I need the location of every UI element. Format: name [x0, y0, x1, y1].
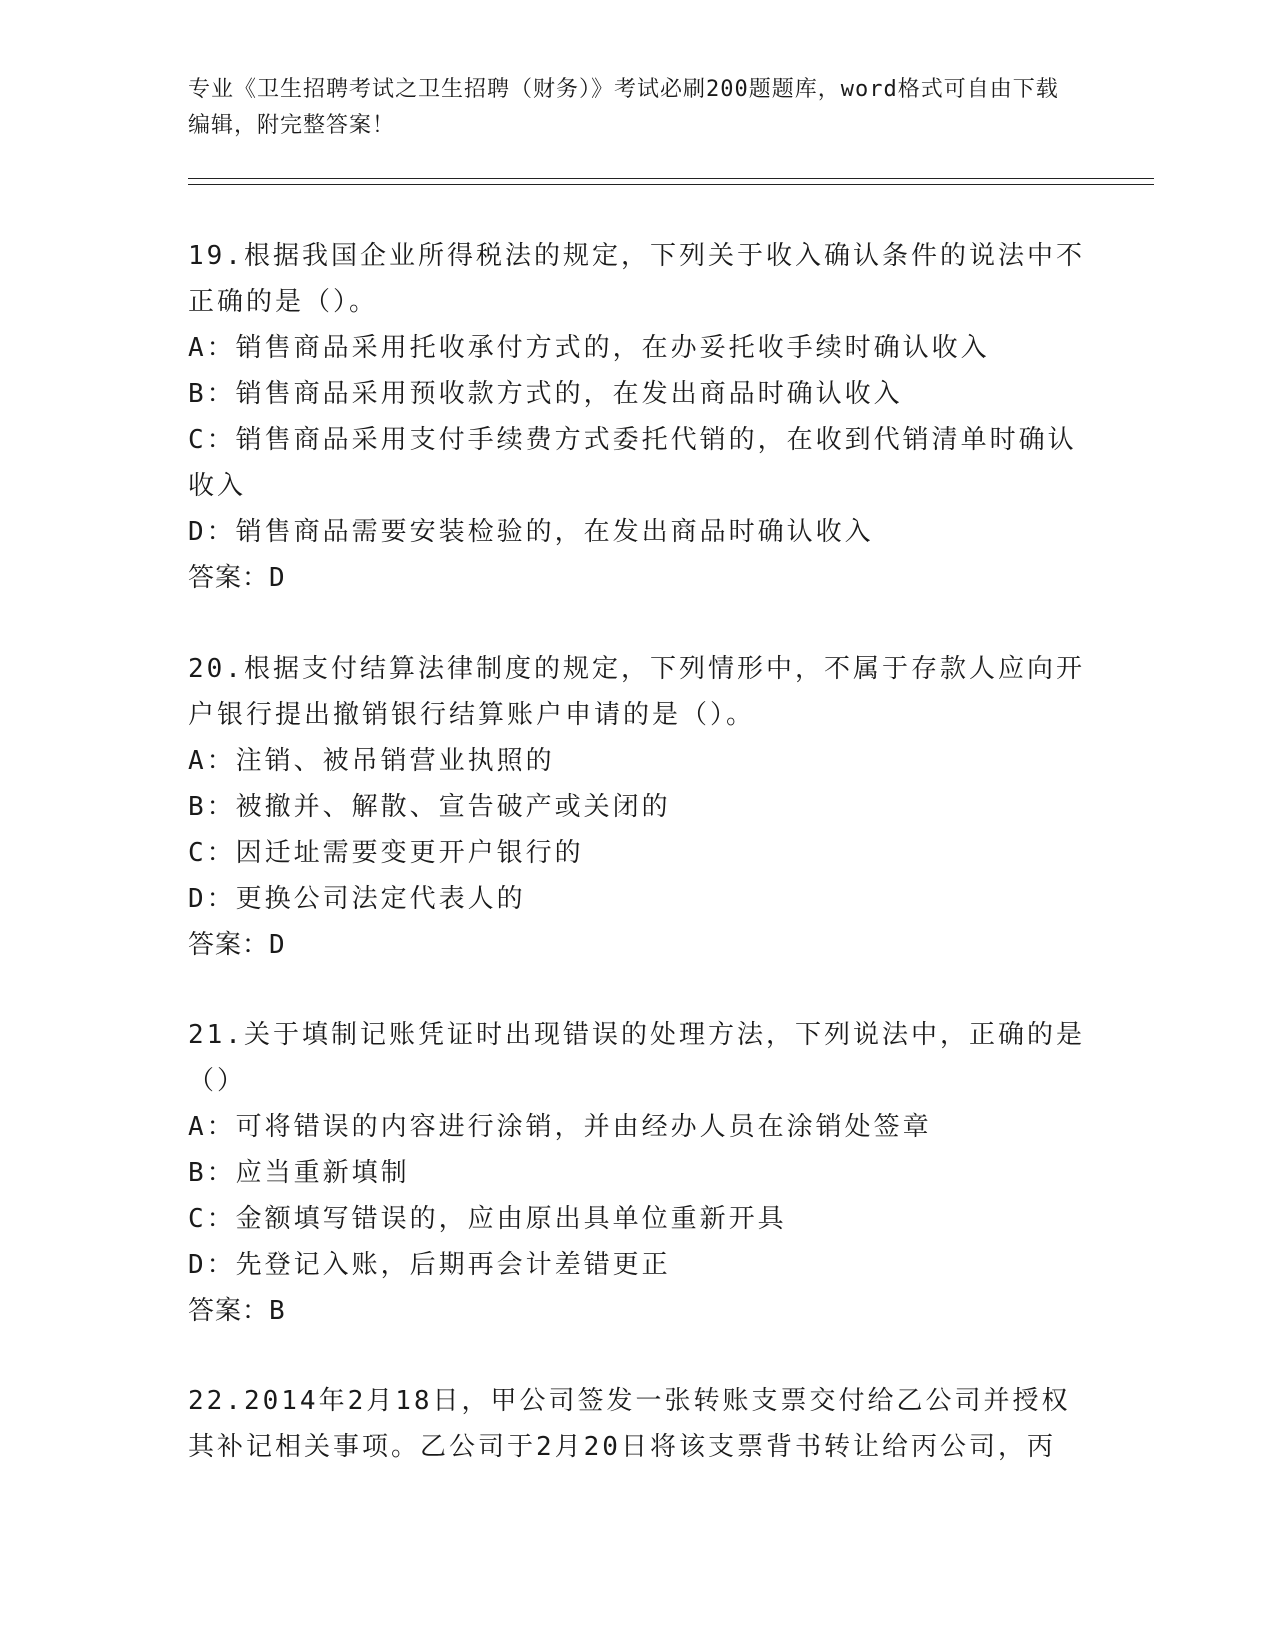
answer: 答案：D	[188, 563, 286, 593]
option-c: C：因迁址需要变更开户银行的	[188, 838, 584, 868]
option-a: A：注销、被吊销营业执照的	[188, 746, 555, 776]
document-header	[188, 72, 1068, 144]
question-stem: 19.根据我国企业所得税法的规定，下列关于收入确认条件的说法中不正确的是（）。	[188, 241, 1085, 317]
option-a: A：销售商品采用托收承付方式的，在办妥托收手续时确认收入	[188, 333, 990, 363]
header-divider-bottom	[188, 184, 1154, 185]
answer: 答案：D	[188, 930, 286, 960]
option-d: D：销售商品需要安装检验的，在发出商品时确认收入	[188, 517, 874, 547]
option-c: C：金额填写错误的，应由原出具单位重新开具	[188, 1204, 787, 1234]
answer: 答案：B	[188, 1296, 286, 1326]
option-a: A：可将错误的内容进行涂销，并由经办人员在涂销处签章	[188, 1112, 932, 1142]
question-stem: 21.关于填制记账凭证时出现错误的处理方法，下列说法中，正确的是（）	[188, 1020, 1085, 1096]
option-b: B：销售商品采用预收款方式的，在发出商品时确认收入	[188, 379, 903, 409]
question-stem: 22.2014年2月18日，甲公司签发一张转账支票交付给乙公司并授权其补记相关事项。乙公司于2月20日将该支票背书转让给丙公司，丙	[188, 1386, 1071, 1462]
option-c: C：销售商品采用支付手续费方式委托代销的，在收到代销清单时确认收入	[188, 425, 1077, 501]
question-20	[188, 646, 1088, 968]
header-divider-top	[188, 178, 1154, 179]
question-22	[188, 1378, 1088, 1470]
question-19	[188, 233, 1088, 601]
option-b: B：应当重新填制	[188, 1158, 410, 1188]
option-b: B：被撤并、解散、宣告破产或关闭的	[188, 792, 671, 822]
header-text: 专业《卫生招聘考试之卫生招聘（财务）》考试必刷200题题库，word格式可自由下载编辑，附完整答案！	[188, 77, 1059, 138]
option-d: D：更换公司法定代表人的	[188, 884, 526, 914]
option-d: D：先登记入账，后期再会计差错更正	[188, 1250, 671, 1280]
question-21	[188, 1012, 1088, 1334]
question-stem: 20.根据支付结算法律制度的规定，下列情形中，不属于存款人应向开户银行提出撤销银行结算账户申请的是（）。	[188, 654, 1085, 730]
